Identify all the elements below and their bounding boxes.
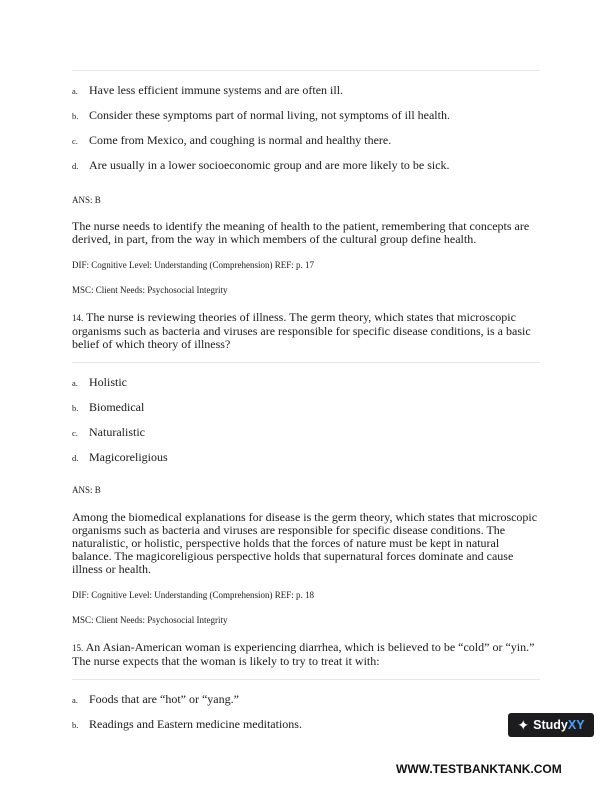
q14-option-d [72, 450, 540, 465]
option-letter: b. [72, 403, 79, 413]
option-text: Consider these symptoms part of normal living, not symptoms of ill health. [89, 108, 450, 122]
option-letter: c. [72, 136, 78, 146]
q13-option-d [72, 158, 540, 173]
q14-answer: ANS: B [72, 485, 101, 495]
option-text: Foods that are “hot” or “yang.” [89, 692, 239, 706]
q15-stem [72, 641, 540, 668]
q14-stem [72, 311, 540, 351]
q14-option-b [72, 400, 540, 415]
logo-brand-suffix: XY [567, 718, 585, 732]
option-text: Are usually in a lower socioeconomic group and are more likely to be sick. [89, 158, 450, 172]
document-page [72, 70, 540, 732]
q14-dif: DIF: Cognitive Level: Understanding (Comprehension) REF: p. 18 [72, 590, 314, 600]
q13-answer: ANS: B [72, 195, 101, 205]
logo-brand: Study [533, 718, 568, 732]
q14-msc: MSC: Client Needs: Psychosocial Integrity [72, 615, 228, 625]
q13-option-a [72, 83, 540, 98]
q15-option-b [72, 717, 540, 732]
q13-rationale: The nurse needs to identify the meaning of health to the patient, remembering that concepts are derived, in part, from the way in which members of the cultural group define health. [72, 219, 530, 246]
option-text: Holistic [89, 375, 127, 389]
footer-site-url[interactable]: WWW.TESTBANKTANK.COM [396, 762, 562, 776]
q13-option-b [72, 108, 540, 123]
q14-option-c [72, 425, 540, 440]
option-letter: d. [72, 161, 79, 171]
option-text: Naturalistic [89, 425, 145, 439]
question-number: 15. [72, 643, 84, 653]
option-letter: b. [72, 720, 79, 730]
option-text: Readings and Eastern medicine meditations. [89, 717, 302, 731]
q13-options [72, 70, 540, 173]
option-text: Magicoreligious [89, 450, 168, 464]
question-text: An Asian-American woman is experiencing diarrhea, which is believed to be “cold” or “yin.” The nurse expects that the woman is likely to try to treat it with: [72, 640, 535, 668]
sparkle-icon: ✦ [517, 716, 530, 733]
option-letter: d. [72, 453, 79, 463]
q13-option-c [72, 133, 540, 148]
option-text: Have less efficient immune systems and are often ill. [89, 83, 344, 97]
q15-options [72, 679, 540, 732]
option-letter: b. [72, 111, 79, 121]
q14-rationale: Among the biomedical explanations for disease is the germ theory, which states that microscopic organisms such as bacteria and viruses are responsible for specific disease conditions. The naturalistic, or holistic, perspective holds that the forces of nature must be kept in natural balance. The magicoreligious perspective holds that supernatural forces dominate and cause illness or health. [72, 510, 538, 576]
studyxy-logo[interactable] [508, 713, 594, 737]
option-text: Biomedical [89, 400, 145, 414]
question-text: The nurse is reviewing theories of illness. The germ theory, which states that microscopic organisms such as bacteria and viruses are responsible for specific disease conditions, is a basic belief of which theory of illness? [72, 310, 531, 351]
option-letter: a. [72, 378, 78, 388]
q13-msc: MSC: Client Needs: Psychosocial Integrity [72, 285, 228, 295]
option-text: Come from Mexico, and coughing is normal and healthy there. [89, 133, 392, 147]
q14-option-a [72, 375, 540, 390]
q15-option-a [72, 692, 540, 707]
q13-dif: DIF: Cognitive Level: Understanding (Comprehension) REF: p. 17 [72, 260, 314, 270]
option-letter: c. [72, 428, 78, 438]
question-number: 14. [72, 313, 84, 323]
option-letter: a. [72, 695, 78, 705]
q14-options [72, 362, 540, 465]
option-letter: a. [72, 86, 78, 96]
